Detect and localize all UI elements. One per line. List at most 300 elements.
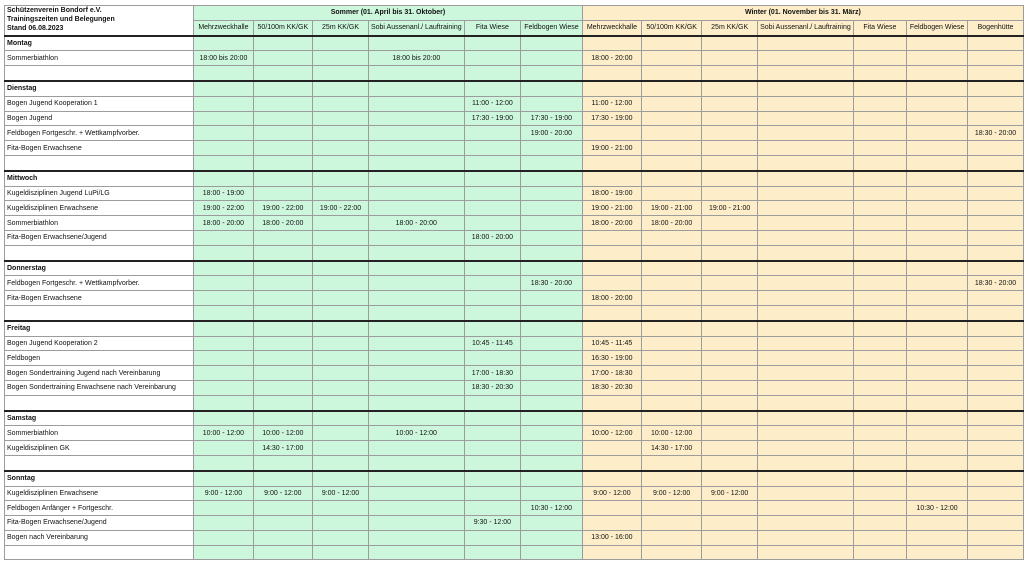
winter-time-cell	[907, 336, 968, 351]
summer-time-cell	[194, 380, 253, 395]
winter-time-cell	[582, 126, 641, 141]
winter-cell	[907, 81, 968, 96]
summer-time-cell	[194, 276, 253, 291]
activity-label: Feldbogen	[5, 351, 194, 366]
winter-time-cell: 10:45 - 11:45	[582, 336, 641, 351]
winter-time-cell	[702, 395, 758, 410]
activity-label: Bogen Jugend	[5, 111, 194, 126]
summer-time-cell	[194, 336, 253, 351]
winter-time-cell: 10:00 - 12:00	[642, 426, 702, 441]
summer-time-cell	[313, 530, 369, 545]
winter-time-cell	[853, 455, 906, 470]
summer-time-cell	[194, 441, 253, 456]
summer-cell	[194, 471, 253, 486]
winter-time-cell	[968, 380, 1024, 395]
winter-time-cell	[582, 230, 641, 245]
summer-time-cell	[368, 96, 464, 111]
schedule-row	[5, 126, 1024, 141]
winter-time-cell	[642, 96, 702, 111]
schedule-sheet	[4, 5, 1024, 560]
activity-label: Kugeldisziplinen GK	[5, 441, 194, 456]
winter-time-cell	[702, 155, 758, 170]
summer-time-cell	[194, 66, 253, 81]
summer-time-cell	[368, 351, 464, 366]
activity-label: Feldbogen Fortgeschr. + Wettkampfvorber.	[5, 126, 194, 141]
winter-time-cell	[758, 51, 854, 66]
summer-time-cell	[313, 66, 369, 81]
summer-time-cell	[194, 545, 253, 560]
summer-time-cell: 17:00 - 18:30	[464, 366, 520, 381]
winter-time-cell: 18:00 - 20:00	[582, 291, 641, 306]
summer-time-cell	[194, 305, 253, 320]
winter-cell	[968, 321, 1024, 336]
winter-time-cell	[968, 141, 1024, 156]
summer-time-cell	[313, 96, 369, 111]
day-label: Samstag	[5, 411, 194, 426]
winter-time-cell	[853, 336, 906, 351]
summer-cell	[368, 261, 464, 276]
activity-label	[5, 545, 194, 560]
winter-time-cell: 19:00 - 21:00	[582, 201, 641, 216]
summer-time-cell	[313, 155, 369, 170]
winter-cell	[907, 171, 968, 186]
summer-time-cell	[464, 291, 520, 306]
winter-cell	[642, 171, 702, 186]
summer-time-cell	[194, 351, 253, 366]
winter-time-cell	[853, 380, 906, 395]
schedule-row	[5, 501, 1024, 516]
winter-cell	[702, 471, 758, 486]
activity-label: Bogen Sondertraining Jugend nach Vereinbarung	[5, 366, 194, 381]
summer-time-cell	[521, 455, 583, 470]
winter-cell	[758, 411, 854, 426]
summer-time-cell	[194, 96, 253, 111]
day-header-row	[5, 321, 1024, 336]
summer-time-cell	[464, 441, 520, 456]
summer-time-cell	[368, 516, 464, 531]
winter-time-cell	[907, 380, 968, 395]
summer-time-cell	[253, 530, 313, 545]
activity-label: Feldbogen Fortgeschr. + Wettkampfvorber.	[5, 276, 194, 291]
summer-cell	[253, 81, 313, 96]
activity-label	[5, 245, 194, 260]
winter-time-cell	[968, 305, 1024, 320]
winter-time-cell: 13:00 - 16:00	[582, 530, 641, 545]
winter-time-cell	[642, 291, 702, 306]
activity-label: Bogen Jugend Kooperation 1	[5, 96, 194, 111]
summer-time-cell: 18:00 - 20:00	[194, 216, 253, 231]
winter-time-cell	[582, 245, 641, 260]
summer-time-cell	[253, 66, 313, 81]
club-name: Schützenverein Bondorf e.V.	[7, 7, 102, 14]
winter-time-cell	[642, 366, 702, 381]
summer-time-cell: 18:00 - 19:00	[194, 186, 253, 201]
winter-time-cell	[853, 426, 906, 441]
summer-time-cell	[313, 111, 369, 126]
activity-label	[5, 66, 194, 81]
winter-time-cell: 11:00 - 12:00	[582, 96, 641, 111]
day-header-row	[5, 36, 1024, 51]
winter-cell	[853, 411, 906, 426]
winter-cell	[582, 471, 641, 486]
day-label: Mittwoch	[5, 171, 194, 186]
winter-time-cell	[642, 455, 702, 470]
winter-time-cell: 9:00 - 12:00	[642, 486, 702, 501]
summer-time-cell	[521, 426, 583, 441]
day-label: Sonntag	[5, 471, 194, 486]
winter-time-cell	[582, 276, 641, 291]
activity-label: Bogen Sondertraining Erwachsene nach Vereinbarung	[5, 380, 194, 395]
winter-time-cell	[907, 426, 968, 441]
winter-time-cell	[702, 96, 758, 111]
winter-time-cell	[702, 380, 758, 395]
summer-time-cell	[368, 245, 464, 260]
winter-time-cell	[907, 351, 968, 366]
winter-time-cell	[968, 51, 1024, 66]
winter-time-cell	[968, 486, 1024, 501]
winter-time-cell	[642, 51, 702, 66]
winter-time-cell	[968, 455, 1024, 470]
winter-time-cell	[968, 516, 1024, 531]
schedule-row	[5, 486, 1024, 501]
summer-time-cell: 10:30 - 12:00	[521, 501, 583, 516]
summer-time-cell: 18:00 bis 20:00	[368, 51, 464, 66]
summer-time-cell: 9:00 - 12:00	[253, 486, 313, 501]
summer-time-cell	[368, 201, 464, 216]
summer-time-cell: 9:00 - 12:00	[194, 486, 253, 501]
summer-time-cell	[464, 486, 520, 501]
activity-label: Fita-Bogen Erwachsene	[5, 141, 194, 156]
summer-cell	[253, 261, 313, 276]
schedule-row	[5, 186, 1024, 201]
winter-cell	[582, 261, 641, 276]
summer-time-cell	[313, 380, 369, 395]
winter-time-cell	[907, 455, 968, 470]
winter-cell	[853, 81, 906, 96]
winter-time-cell	[853, 230, 906, 245]
summer-time-cell	[521, 305, 583, 320]
winter-cell	[702, 321, 758, 336]
winter-time-cell	[907, 516, 968, 531]
summer-cell	[313, 171, 369, 186]
winter-time-cell	[582, 395, 641, 410]
summer-time-cell	[253, 336, 313, 351]
winter-time-cell	[702, 51, 758, 66]
activity-label: Bogen nach Vereinbarung	[5, 530, 194, 545]
winter-time-cell	[758, 351, 854, 366]
winter-column-header: Sobi Aussenanl./ Lauftraining	[758, 20, 854, 35]
winter-time-cell	[853, 186, 906, 201]
winter-time-cell	[853, 201, 906, 216]
winter-time-cell	[968, 441, 1024, 456]
summer-time-cell: 19:00 - 20:00	[521, 126, 583, 141]
winter-time-cell	[907, 66, 968, 81]
summer-time-cell	[521, 155, 583, 170]
winter-time-cell	[702, 351, 758, 366]
winter-time-cell	[853, 66, 906, 81]
winter-time-cell	[968, 230, 1024, 245]
summer-time-cell	[313, 126, 369, 141]
winter-time-cell	[758, 186, 854, 201]
winter-time-cell	[907, 530, 968, 545]
winter-time-cell	[758, 366, 854, 381]
winter-time-cell	[907, 486, 968, 501]
winter-time-cell	[968, 291, 1024, 306]
summer-time-cell	[368, 186, 464, 201]
summer-cell	[253, 411, 313, 426]
winter-time-cell	[907, 96, 968, 111]
summer-time-cell	[313, 186, 369, 201]
winter-time-cell	[968, 336, 1024, 351]
summer-time-cell	[313, 230, 369, 245]
winter-time-cell	[642, 530, 702, 545]
winter-time-cell: 10:30 - 12:00	[907, 501, 968, 516]
summer-time-cell	[313, 516, 369, 531]
winter-time-cell	[582, 66, 641, 81]
winter-time-cell	[702, 441, 758, 456]
winter-time-cell	[968, 366, 1024, 381]
winter-time-cell	[907, 141, 968, 156]
summer-section-header: Sommer (01. April bis 31. Oktober)	[194, 6, 583, 21]
summer-time-cell	[464, 305, 520, 320]
summer-time-cell	[194, 141, 253, 156]
summer-time-cell	[253, 516, 313, 531]
winter-time-cell	[853, 111, 906, 126]
winter-cell	[968, 471, 1024, 486]
summer-time-cell	[368, 111, 464, 126]
winter-cell	[702, 261, 758, 276]
schedule-row	[5, 141, 1024, 156]
summer-time-cell	[194, 501, 253, 516]
summer-time-cell	[194, 245, 253, 260]
summer-cell	[464, 411, 520, 426]
winter-time-cell	[702, 66, 758, 81]
summer-time-cell	[194, 366, 253, 381]
activity-label	[5, 455, 194, 470]
winter-time-cell	[642, 126, 702, 141]
summer-cell	[194, 171, 253, 186]
winter-time-cell	[968, 351, 1024, 366]
winter-time-cell	[968, 426, 1024, 441]
summer-time-cell	[313, 351, 369, 366]
winter-time-cell	[968, 545, 1024, 560]
summer-time-cell	[194, 230, 253, 245]
summer-time-cell	[521, 516, 583, 531]
winter-time-cell	[853, 545, 906, 560]
summer-time-cell	[368, 380, 464, 395]
summer-time-cell	[313, 245, 369, 260]
day-label: Dienstag	[5, 81, 194, 96]
summer-time-cell	[194, 395, 253, 410]
summer-time-cell	[368, 305, 464, 320]
winter-time-cell	[907, 441, 968, 456]
summer-time-cell: 18:30 - 20:00	[521, 276, 583, 291]
winter-time-cell	[968, 216, 1024, 231]
winter-time-cell: 19:00 - 21:00	[702, 201, 758, 216]
winter-time-cell	[907, 186, 968, 201]
summer-cell	[464, 261, 520, 276]
summer-cell	[464, 36, 520, 51]
summer-time-cell	[368, 66, 464, 81]
summer-time-cell	[253, 351, 313, 366]
summer-time-cell	[368, 395, 464, 410]
winter-section-header: Winter (01. November bis 31. März)	[582, 6, 1023, 21]
winter-cell	[907, 411, 968, 426]
summer-time-cell	[253, 141, 313, 156]
summer-time-cell	[464, 216, 520, 231]
summer-time-cell	[253, 96, 313, 111]
schedule-row	[5, 66, 1024, 81]
summer-time-cell	[368, 501, 464, 516]
winter-time-cell	[702, 530, 758, 545]
day-label: Donnerstag	[5, 261, 194, 276]
summer-time-cell	[253, 111, 313, 126]
summer-cell	[521, 36, 583, 51]
summer-time-cell	[313, 336, 369, 351]
winter-cell	[853, 471, 906, 486]
winter-time-cell	[758, 441, 854, 456]
winter-time-cell	[702, 276, 758, 291]
summer-time-cell	[253, 186, 313, 201]
winter-time-cell	[758, 141, 854, 156]
summer-cell	[194, 411, 253, 426]
winter-time-cell	[853, 141, 906, 156]
winter-time-cell	[642, 66, 702, 81]
winter-time-cell	[642, 245, 702, 260]
winter-cell	[642, 261, 702, 276]
summer-time-cell	[253, 366, 313, 381]
summer-cell	[368, 171, 464, 186]
summer-time-cell	[313, 455, 369, 470]
winter-time-cell	[582, 501, 641, 516]
summer-time-cell	[194, 516, 253, 531]
summer-time-cell	[464, 501, 520, 516]
winter-time-cell	[853, 486, 906, 501]
winter-column-header: Bogenhütte	[968, 20, 1024, 35]
summer-time-cell	[313, 216, 369, 231]
summer-time-cell: 18:30 - 20:30	[464, 380, 520, 395]
schedule-row	[5, 96, 1024, 111]
winter-time-cell	[702, 305, 758, 320]
activity-label: Fita-Bogen Erwachsene/Jugend	[5, 230, 194, 245]
winter-time-cell	[853, 245, 906, 260]
winter-time-cell	[853, 351, 906, 366]
summer-time-cell	[313, 305, 369, 320]
summer-column-header: 50/100m KK/GK	[253, 20, 313, 35]
winter-cell	[642, 471, 702, 486]
summer-time-cell	[313, 501, 369, 516]
summer-column-header: Mehrzweckhalle	[194, 20, 253, 35]
winter-time-cell	[642, 545, 702, 560]
winter-time-cell	[642, 276, 702, 291]
winter-time-cell	[758, 216, 854, 231]
winter-time-cell	[907, 111, 968, 126]
sheet-title	[5, 6, 194, 36]
schedule-row	[5, 336, 1024, 351]
schedule-row	[5, 201, 1024, 216]
summer-cell	[464, 81, 520, 96]
summer-time-cell	[464, 455, 520, 470]
winter-time-cell	[758, 530, 854, 545]
winter-time-cell	[907, 395, 968, 410]
winter-cell	[582, 36, 641, 51]
summer-time-cell: 17:30 - 19:00	[521, 111, 583, 126]
summer-time-cell	[521, 336, 583, 351]
winter-cell	[968, 261, 1024, 276]
summer-time-cell: 19:00 - 22:00	[194, 201, 253, 216]
activity-label: Sommerbiathlon	[5, 216, 194, 231]
winter-time-cell: 9:00 - 12:00	[582, 486, 641, 501]
winter-cell	[758, 36, 854, 51]
winter-time-cell	[907, 245, 968, 260]
winter-time-cell	[853, 51, 906, 66]
winter-cell	[907, 471, 968, 486]
winter-time-cell	[702, 516, 758, 531]
activity-label	[5, 395, 194, 410]
summer-time-cell	[368, 141, 464, 156]
winter-cell	[702, 36, 758, 51]
winter-cell	[758, 471, 854, 486]
summer-time-cell	[368, 545, 464, 560]
winter-column-header: Feldbogen Wiese	[907, 20, 968, 35]
winter-time-cell	[582, 455, 641, 470]
summer-cell	[464, 171, 520, 186]
summer-cell	[313, 36, 369, 51]
summer-time-cell: 18:00 bis 20:00	[194, 51, 253, 66]
winter-time-cell: 18:00 - 19:00	[582, 186, 641, 201]
summer-time-cell	[313, 545, 369, 560]
summer-time-cell	[313, 441, 369, 456]
summer-time-cell	[194, 155, 253, 170]
summer-time-cell	[313, 366, 369, 381]
winter-time-cell	[907, 216, 968, 231]
summer-time-cell	[368, 291, 464, 306]
summer-time-cell	[194, 291, 253, 306]
summer-time-cell: 18:00 - 20:00	[253, 216, 313, 231]
summer-time-cell	[253, 455, 313, 470]
winter-column-header: Fita Wiese	[853, 20, 906, 35]
schedule-row	[5, 51, 1024, 66]
summer-cell	[521, 471, 583, 486]
summer-time-cell	[368, 230, 464, 245]
summer-time-cell	[253, 380, 313, 395]
schedule-row	[5, 216, 1024, 231]
summer-cell	[253, 321, 313, 336]
winter-cell	[582, 171, 641, 186]
winter-time-cell	[702, 426, 758, 441]
summer-cell	[521, 81, 583, 96]
activity-label: Fita-Bogen Erwachsene	[5, 291, 194, 306]
winter-time-cell	[758, 111, 854, 126]
winter-time-cell: 17:00 - 18:30	[582, 366, 641, 381]
winter-time-cell	[758, 126, 854, 141]
winter-time-cell: 9:00 - 12:00	[702, 486, 758, 501]
winter-time-cell	[968, 66, 1024, 81]
winter-cell	[582, 321, 641, 336]
winter-time-cell: 18:00 - 20:00	[582, 51, 641, 66]
summer-time-cell	[464, 186, 520, 201]
summer-cell	[253, 471, 313, 486]
winter-time-cell	[758, 230, 854, 245]
winter-cell	[968, 36, 1024, 51]
summer-column-header: Fita Wiese	[464, 20, 520, 35]
summer-column-header: 25m KK/GK	[313, 20, 369, 35]
winter-time-cell	[853, 366, 906, 381]
winter-time-cell	[853, 530, 906, 545]
activity-label: Fita-Bogen Erwachsene/Jugend	[5, 516, 194, 531]
summer-time-cell	[521, 530, 583, 545]
winter-time-cell	[968, 201, 1024, 216]
